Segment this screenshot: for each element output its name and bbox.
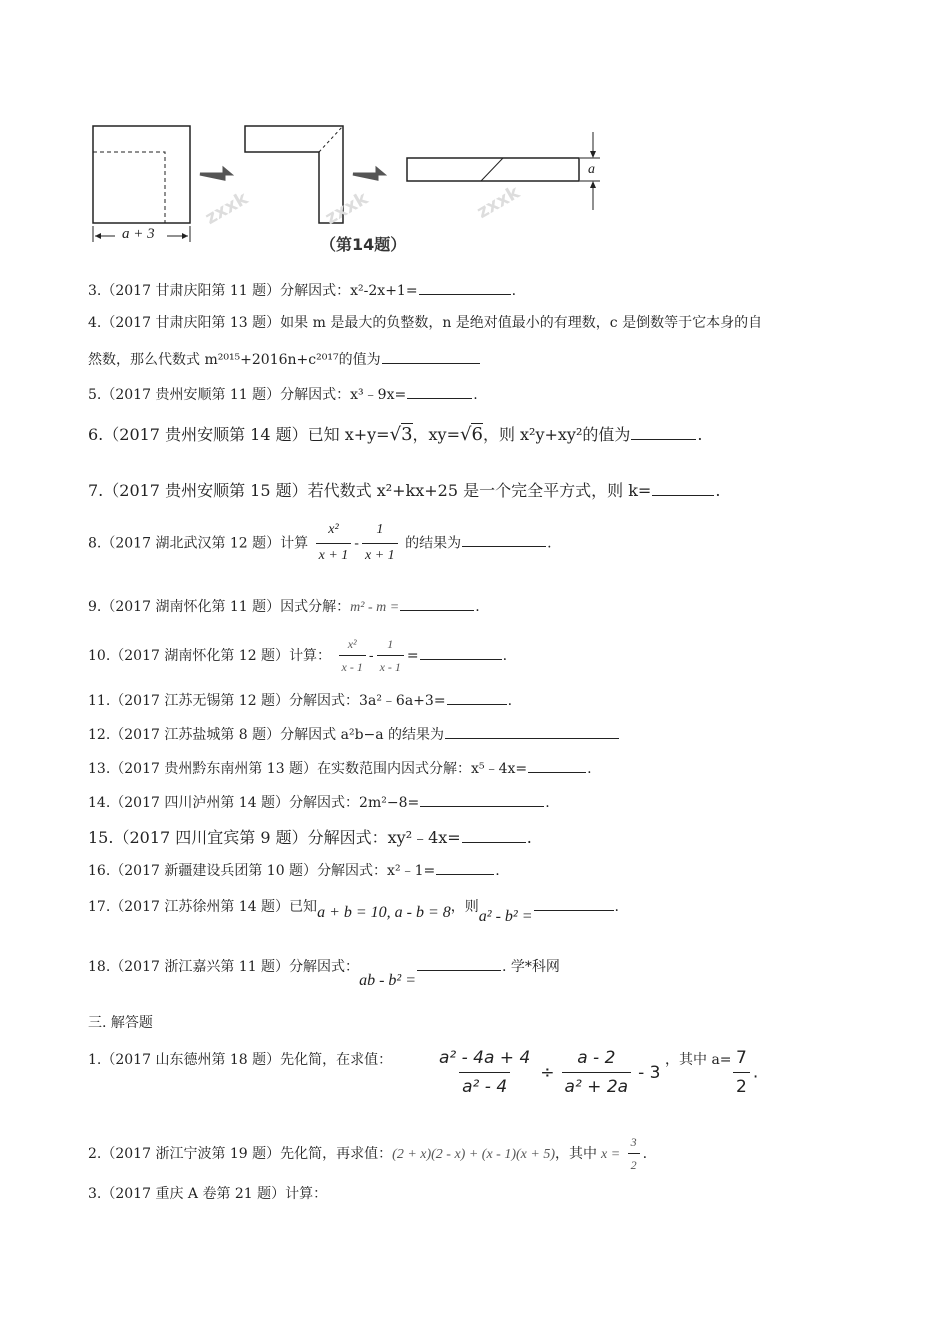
question-5: 5.（2017 贵州安顺第 11 题）分解因式：x³﹣9x= .	[88, 387, 478, 403]
question-3: 3.（2017 甘肃庆阳第 11 题）分解因式：x²-2x+1= .	[88, 283, 517, 299]
answer-blank[interactable]	[420, 805, 544, 807]
fraction: $\frac{a - 2}{\text{a² + 2a}}$	[562, 1048, 632, 1097]
sqrt-6: √6	[460, 424, 483, 445]
answer-blank[interactable]	[445, 737, 619, 739]
math-expression: m² - m =	[350, 600, 400, 615]
watermark: zxxk	[201, 187, 252, 229]
question-12: 12.（2017 江苏盐城第 8 题）分解因式 a²b−a 的结果为	[88, 727, 620, 744]
watermark: zxxk	[321, 187, 372, 229]
figure-caption: （第14题）	[320, 235, 407, 254]
question-11: 11.（2017 江苏无锡第 12 题）分解因式：3a²﹣6a+3= .	[88, 693, 513, 709]
dimension-label-side: a	[588, 162, 595, 177]
question-6: 6.（2017 贵州安顺第 14 题）已知 x+y=√3，xy=√6，则 x²y+xy²的值为 .	[88, 424, 703, 445]
answer-blank[interactable]	[400, 609, 474, 611]
question-text: 然数，那么代数式 m²⁰¹⁵+2016n+c²⁰¹⁷的值为	[88, 352, 381, 368]
question-15: 15.（2017 四川宜宾第 9 题）分解因式：xy²﹣4x= .	[88, 828, 532, 847]
answer-blank[interactable]	[534, 909, 614, 911]
math-expression: (2 + x)(2 - x) + (x - 1)(x + 5)	[392, 1146, 555, 1162]
square-shape	[93, 126, 190, 223]
fraction: $\frac{\text{a² - 4a + 4}}{\text{a² - 4}}$	[439, 1048, 531, 1097]
answer-blank[interactable]	[652, 494, 714, 496]
math-expression: a + b = 10, a - b = 8	[317, 904, 451, 921]
question-source: （2017 甘肃庆阳第 13 题）	[101, 315, 281, 331]
answer-question-3: 3.（2017 重庆 A 卷第 21 题）计算：	[88, 1186, 328, 1202]
question-7: 7.（2017 贵州安顺第 15 题）若代数式 x²+kx+25 是一个完全平方式，则 k= .	[88, 481, 721, 500]
figure-14	[85, 120, 615, 260]
section-heading: 三. 解答题	[88, 1015, 153, 1031]
answer-blank[interactable]	[447, 703, 507, 705]
question-9: 9.（2017 湖南怀化第 11 题）因式分解：m² - m = .	[88, 599, 480, 615]
long-rectangle	[407, 158, 579, 181]
question-16: 16.（2017 新疆建设兵团第 10 题）分解因式：x²﹣1= .	[88, 863, 500, 879]
arrow-right-icon	[200, 169, 230, 179]
answer-blank[interactable]	[462, 545, 546, 547]
answer-blank[interactable]	[419, 293, 511, 295]
math-expression: a² - b² =	[478, 908, 533, 925]
answer-1-expression: $\frac{\text{a² - 4a + 4}}{\text{a² - 4}}$ ÷ $\frac{a - 2}{\text{a² + 2a}}$ - 3	[433, 1048, 660, 1097]
dimension-label-bottom: a + 3	[122, 226, 155, 242]
question-17: 17.（2017 江苏徐州第 14 题）已知a + b = 10, a - b = 8，则a² - b² =.	[88, 899, 619, 925]
answer-1-where: ，其中 a=	[665, 1052, 732, 1068]
fraction: $\frac{7}{2}$	[733, 1048, 750, 1097]
answer-blank[interactable]	[407, 397, 472, 399]
question-10: 10.（2017 湖南怀化第 12 题）计算： $\frac{\text{x²}}{x - 1}$ - $\frac{1}{x - 1}$ = .	[88, 637, 508, 675]
question-14: 14.（2017 四川泸州第 14 题）分解因式：2m²−8= .	[88, 795, 550, 811]
answer-blank[interactable]	[631, 438, 696, 440]
question-4-line2	[88, 352, 481, 369]
question-source: （2017 甘肃庆阳第 11 题）	[101, 283, 281, 299]
question-13: 13.（2017 贵州黔东南州第 13 题）在实数范围内因式分解：x⁵﹣4x= .	[88, 761, 592, 777]
fraction: $\frac{3}{2}$	[628, 1135, 640, 1173]
sqrt-3: √3	[389, 424, 413, 445]
question-number: 3.	[88, 283, 102, 299]
question-18: 18.（2017 浙江嘉兴第 11 题）分解因式：ab - b² =. 学*科网	[88, 959, 560, 989]
question-4	[88, 315, 762, 332]
arrow-right-icon	[353, 169, 383, 179]
answer-blank[interactable]	[436, 873, 494, 875]
question-text: 分解因式：x²-2x+1=	[280, 283, 418, 299]
math-expression: ab - b² =	[359, 972, 416, 989]
answer-blank[interactable]	[528, 771, 586, 773]
answer-blank[interactable]	[382, 362, 480, 364]
answer-blank[interactable]	[417, 969, 501, 971]
fraction: $\frac{\text{x²}}{x - 1}$	[339, 637, 366, 675]
answer-question-1: 1.（2017 山东德州第 18 题）先化简，在求值：	[88, 1052, 393, 1068]
answer-blank[interactable]	[462, 841, 526, 843]
fraction: $\frac{1}{x + 1}$	[362, 522, 398, 565]
watermark: zxxk	[473, 181, 524, 223]
question-text: 如果 m 是最大的负整数，n 是绝对值最小的有理数，c 是倒数等于它本身的自	[280, 315, 763, 331]
answer-1-value: $\frac{7}{2}$ .	[730, 1048, 758, 1097]
fraction: $\frac{1}{x - 1}$	[377, 637, 404, 675]
dashed-cut	[93, 152, 165, 223]
answer-question-2: 2.（2017 浙江宁波第 19 题）先化简，再求值：(2 + x)(2 - x) + (x - 1)(x + 5)，其中 x = $\frac{3}{2}$ .	[88, 1135, 648, 1173]
fraction: $\frac{\text{x²}}{x + 1}$	[316, 522, 352, 565]
question-number: 4.	[88, 315, 102, 331]
answer-blank[interactable]	[420, 658, 502, 660]
question-8: 8.（2017 湖北武汉第 12 题）计算 $\frac{\text{x²}}{x + 1}$ - $\frac{1}{x + 1}$ 的结果为 .	[88, 522, 552, 563]
